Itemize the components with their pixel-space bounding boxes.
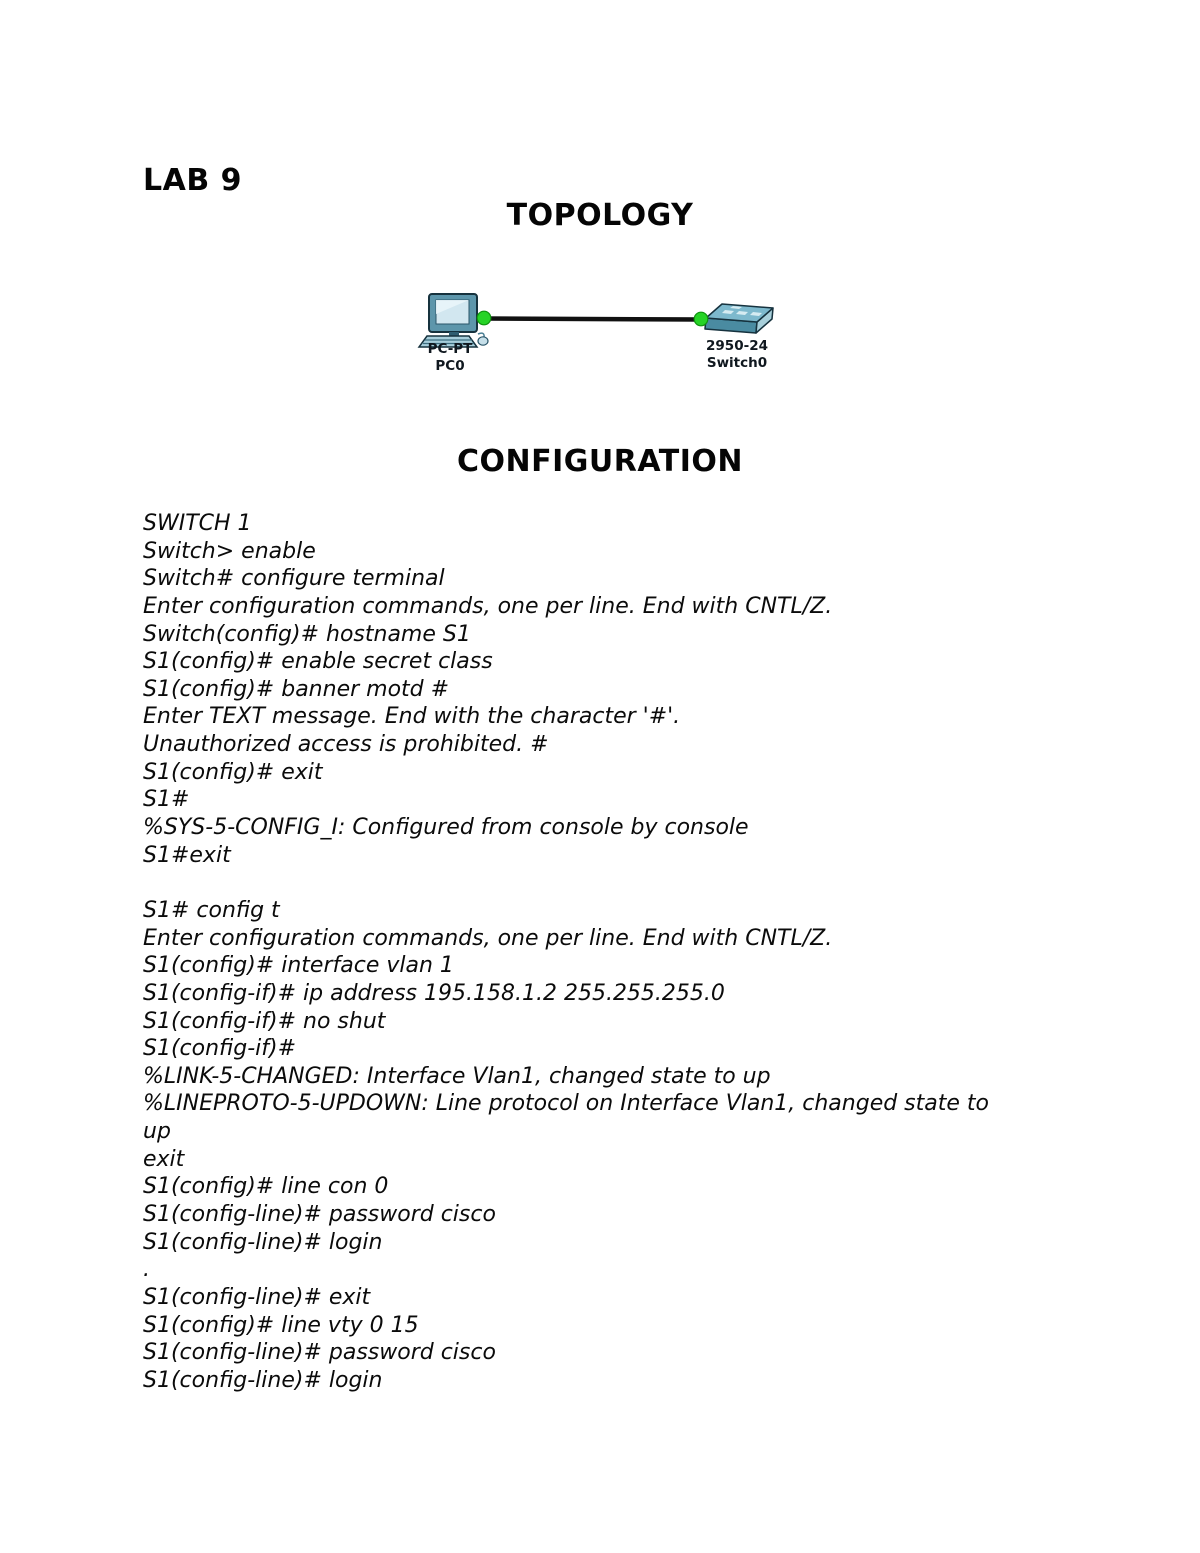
switch-model-label: 2950-24 [706, 338, 768, 354]
config-line: S1(config)# line con 0 [143, 1174, 389, 1200]
config-line: S1#exit [143, 842, 231, 868]
config-line: %SYS-5-CONFIG_I: Configured from console by console [143, 815, 749, 841]
config-line: S1(config-line)# password cisco [143, 1202, 496, 1228]
configuration-heading: CONFIGURATION [457, 444, 743, 479]
config-line: %LINK-5-CHANGED: Interface Vlan1, changed state to up [143, 1063, 771, 1089]
config-line: S1(config)# line vty 0 15 [143, 1312, 419, 1338]
config-line: S1(config-line)# password cisco [143, 1340, 496, 1366]
configuration-output [143, 510, 1083, 1395]
config-line: S1# config t [143, 897, 280, 923]
config-line [143, 869, 1083, 897]
config-line: Enter configuration commands, one per line. End with CNTL/Z. [143, 593, 833, 619]
config-line: S1(config-line)# exit [143, 1284, 371, 1310]
ethernet-cable [484, 319, 701, 320]
config-line: %LINEPROTO-5-UPDOWN: Line protocol on Interface Vlan1, changed state to [143, 1091, 989, 1117]
config-line: Switch> enable [143, 538, 316, 564]
config-line: Unauthorized access is prohibited. # [143, 732, 549, 758]
config-line: up [143, 1119, 171, 1145]
config-line: SWITCH 1 [143, 511, 252, 536]
topology-diagram [390, 280, 810, 390]
config-line: Switch# configure terminal [143, 566, 445, 592]
config-line: Enter configuration commands, one per line. End with CNTL/Z. [143, 925, 833, 951]
config-line: S1# [143, 787, 190, 813]
pc-model-label: PC-PT [427, 341, 473, 357]
pc-name-label: PC0 [435, 358, 465, 374]
lab-title: LAB 9 [143, 163, 243, 198]
config-line: S1(config)# banner motd # [143, 676, 450, 702]
link-status-light-switch [694, 312, 708, 326]
config-line: exit [143, 1146, 185, 1172]
config-line: . [143, 1257, 150, 1283]
config-line: S1(config-if)# [143, 1036, 297, 1062]
switch-name-label: Switch0 [706, 355, 768, 371]
config-line: S1(config)# exit [143, 759, 323, 785]
config-line: S1(config-if)# no shut [143, 1008, 386, 1034]
pc-mouse [478, 337, 488, 345]
config-line: Enter TEXT message. End with the character '#'. [143, 704, 681, 730]
topology-heading: TOPOLOGY [506, 198, 694, 233]
config-line: S1(config-line)# login [143, 1229, 383, 1255]
config-line: S1(config-line)# login [143, 1367, 383, 1393]
switch-icon [705, 304, 773, 333]
config-line: S1(config-if)# ip address 195.158.1.2 255.255.255.0 [143, 980, 725, 1006]
config-line: S1(config)# enable secret class [143, 649, 493, 675]
link-status-light-pc [477, 311, 491, 325]
config-line: Switch(config)# hostname S1 [143, 621, 471, 647]
config-line: S1(config)# interface vlan 1 [143, 953, 454, 979]
